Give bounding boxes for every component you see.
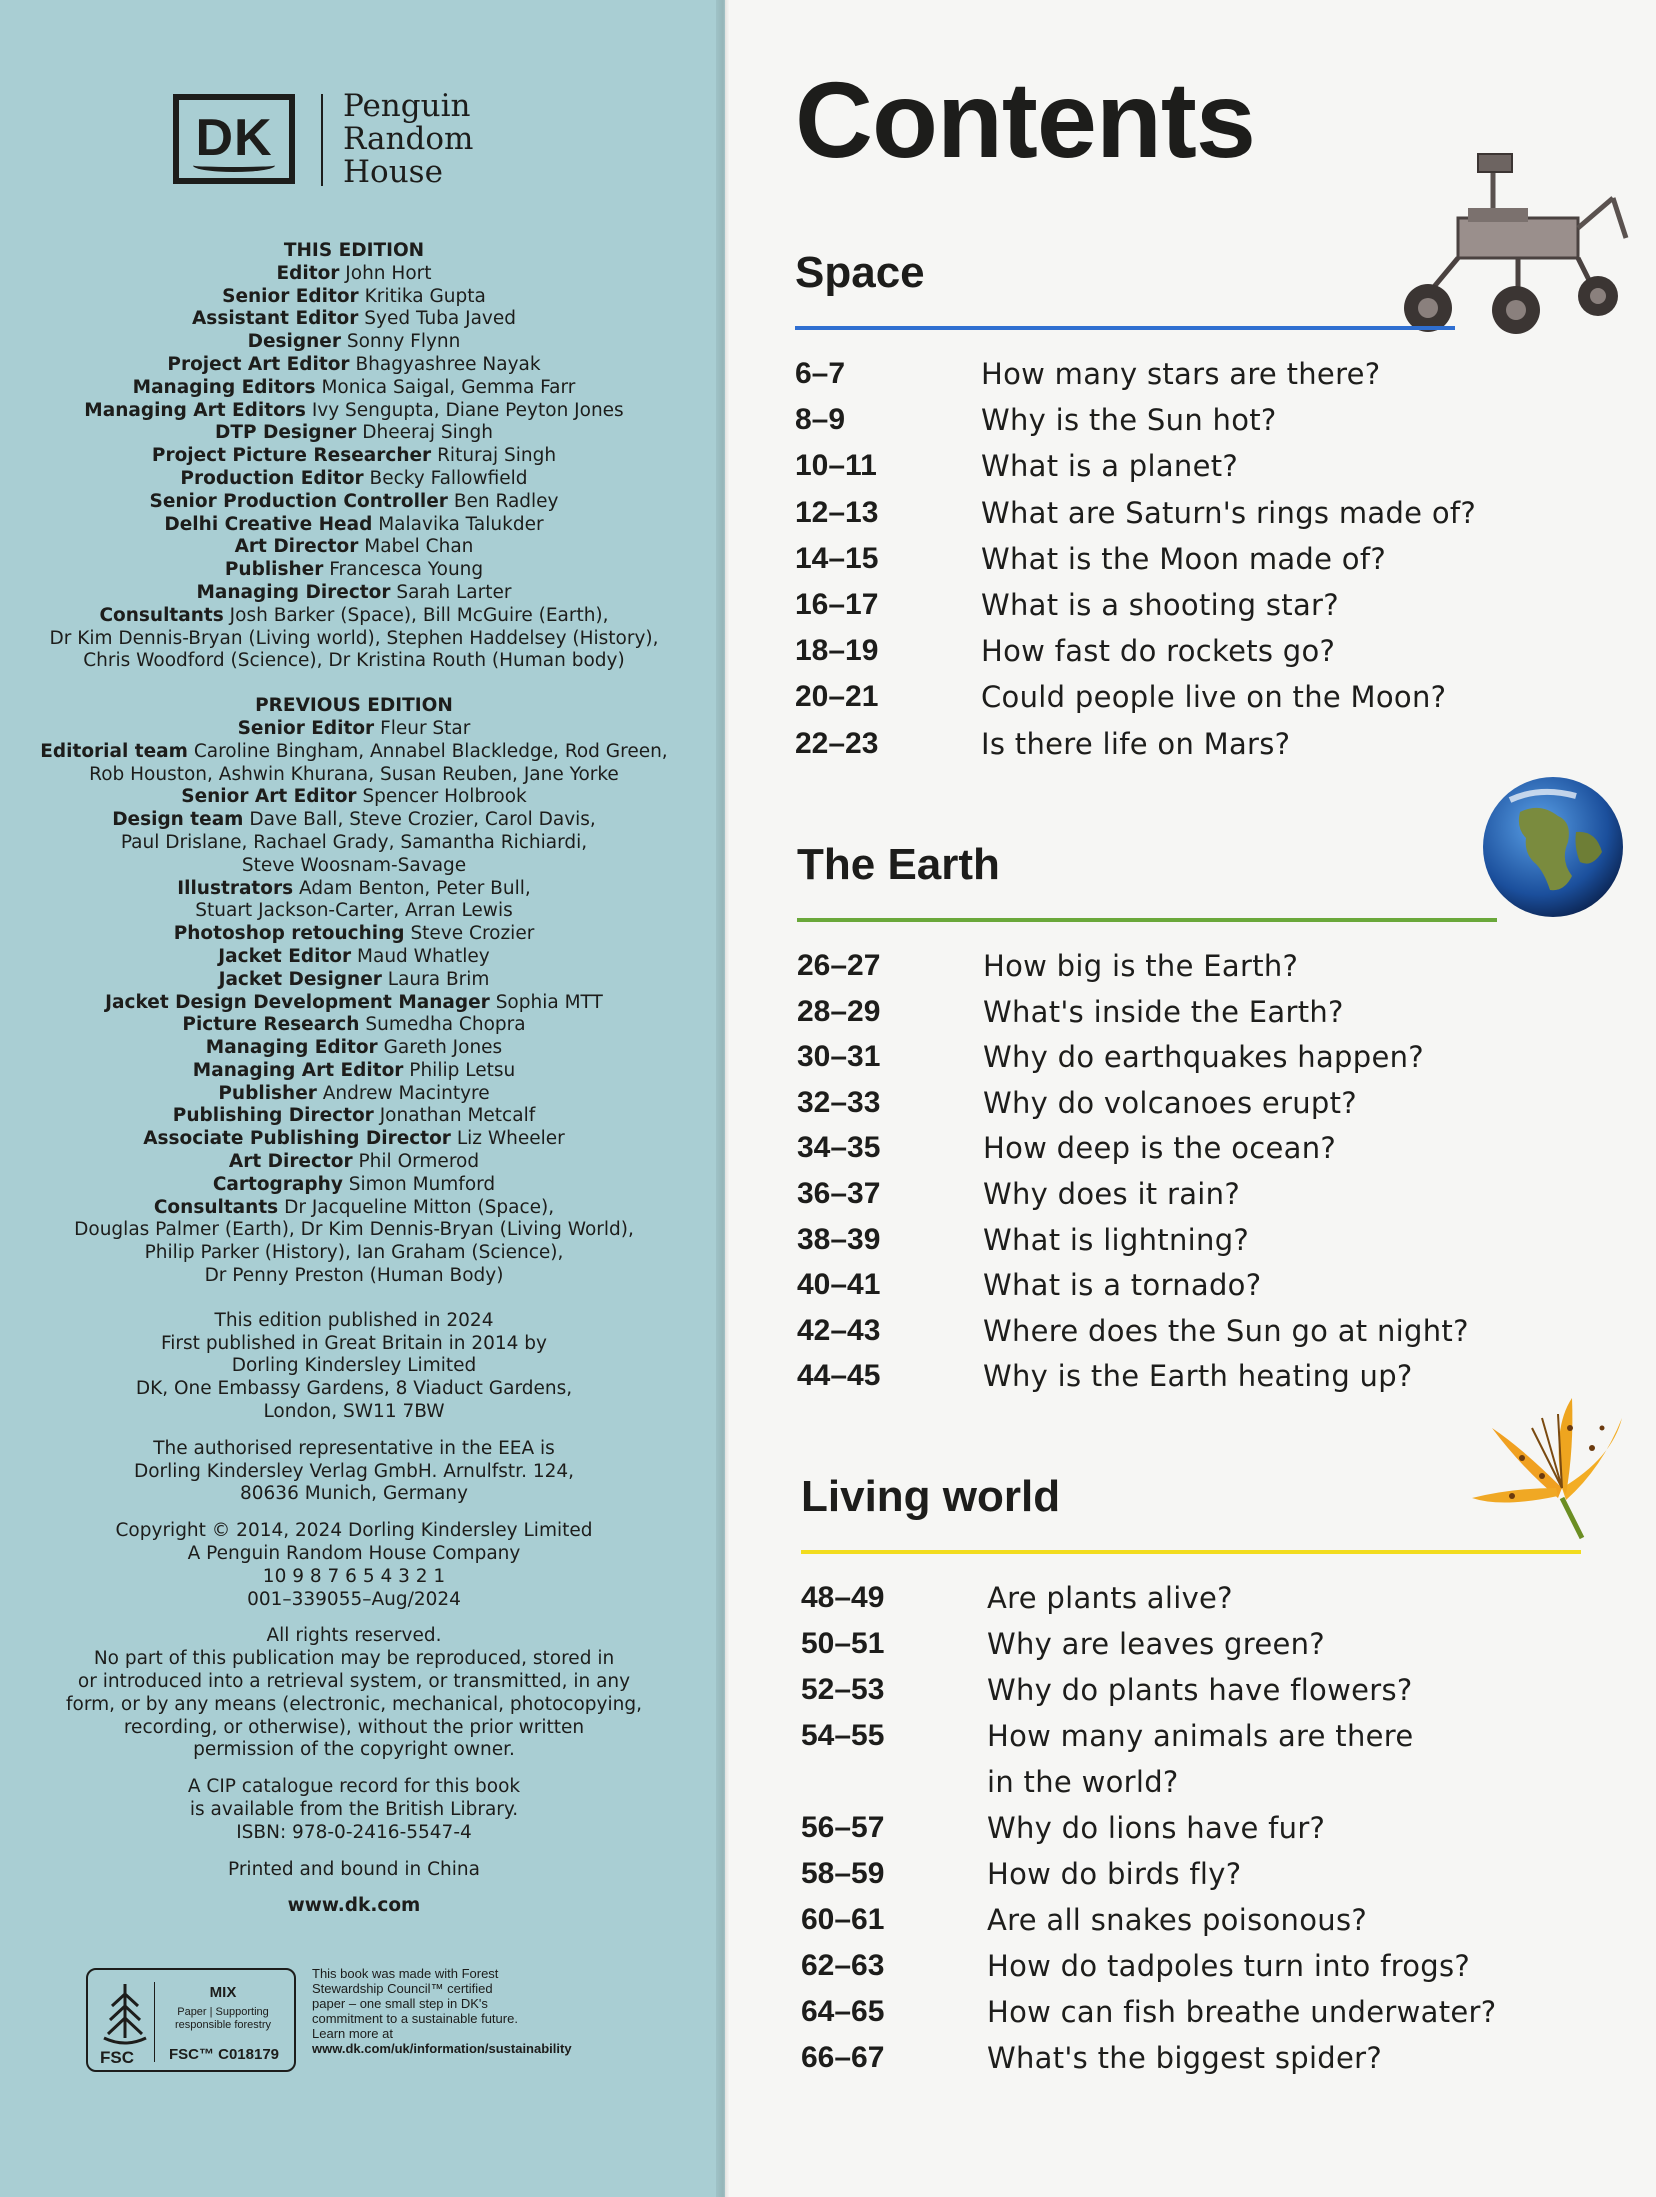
- credit-line: [20, 331, 688, 354]
- entry-question: Why do volcanoes erupt?: [983, 1085, 1357, 1120]
- dk-logo-letters: DK: [195, 109, 273, 167]
- entry-question: How many stars are there?: [981, 357, 1381, 391]
- credit-role: Cartography: [212, 1173, 343, 1195]
- credit-names: Philip Parker (History), Ian Graham (Science),: [144, 1242, 564, 1264]
- printed-in: Printed and bound in China: [228, 1858, 480, 1880]
- entry-question: What is a tornado?: [983, 1268, 1262, 1303]
- imprint-credits: [20, 240, 688, 1918]
- credit-role: Senior Art Editor: [181, 786, 357, 808]
- dk-logo: [173, 94, 295, 184]
- credit-names: John Hort: [345, 262, 432, 284]
- credit-names: Monica Saigal, Gemma Farr: [321, 376, 576, 398]
- entry-pages: 30–31: [797, 1040, 881, 1074]
- this-edition-heading: THIS EDITION: [283, 240, 425, 261]
- entry-question: Why are leaves green?: [987, 1627, 1326, 1661]
- copyright-line: Copyright © 2014, 2024 Dorling Kindersley Limited: [115, 1520, 593, 1542]
- credit-names: Dheeraj Singh: [362, 422, 493, 444]
- entry-question: What is lightning?: [983, 1222, 1250, 1257]
- contents-entry[interactable]: [795, 726, 1595, 762]
- rights-line: No part of this publication may be reproduced, stored in: [93, 1648, 615, 1670]
- credit-role: Publisher: [218, 1082, 317, 1104]
- cip-line: ISBN: 978-0-2416-5547-4: [236, 1821, 472, 1843]
- contents-entry[interactable]: [795, 633, 1595, 669]
- entry-pages: 26–27: [797, 949, 881, 982]
- credit-role: Editorial team: [40, 740, 188, 762]
- fsc-note: [312, 1966, 672, 2056]
- credit-names: Dave Ball, Steve Crozier, Carol Davis,: [249, 809, 596, 831]
- contents-entry[interactable]: [797, 994, 1597, 1030]
- credit-names: Dr Jacqueline Mitton (Space),: [284, 1196, 555, 1218]
- credit-role: Consultants: [153, 1196, 279, 1218]
- entry-pages: 40–41: [797, 1268, 881, 1302]
- entry-question: Is there life on Mars?: [981, 726, 1291, 761]
- credit-line: [20, 741, 688, 764]
- credit-names: Rob Houston, Ashwin Khurana, Susan Reuben, Jane Yorke: [89, 763, 619, 785]
- entry-question: How fast do rockets go?: [981, 634, 1336, 669]
- credit-names: Francesca Young: [329, 559, 484, 581]
- credit-role: DTP Designer: [215, 422, 357, 444]
- entry-pages: 10–11: [795, 449, 877, 483]
- credit-line: [20, 514, 688, 537]
- credit-names: Becky Fallowfield: [369, 467, 528, 489]
- copyright-line: A Penguin Random House Company: [187, 1543, 521, 1565]
- contents-entry[interactable]: [801, 2040, 1601, 2076]
- copyright-line: 10 9 8 7 6 5 4 3 2 1: [262, 1565, 446, 1587]
- credit-line: [20, 718, 688, 741]
- credit-role: Editor: [276, 262, 340, 284]
- entry-pages: 62–63: [801, 1949, 885, 1982]
- entry-question-continued: in the world?: [987, 1765, 1179, 1799]
- entry-question: What is the Moon made of?: [981, 541, 1387, 576]
- credit-role: Production Editor: [180, 467, 364, 489]
- credit-names: Laura Brim: [387, 968, 490, 990]
- credit-line: [20, 832, 688, 855]
- entry-pages: 28–29: [797, 994, 881, 1028]
- credit-names: Maud Whatley: [357, 945, 490, 967]
- credit-names: Malavika Talukder: [378, 513, 544, 535]
- entry-pages: 8–9: [795, 403, 846, 437]
- credit-role: Designer: [247, 331, 341, 353]
- credit-line: [20, 422, 688, 445]
- credit-names: Dr Penny Preston (Human Body): [204, 1265, 504, 1287]
- entry-question: What is a planet?: [981, 449, 1239, 484]
- credit-names: Adam Benton, Peter Bull,: [299, 877, 531, 899]
- wordmark-line: House: [343, 154, 443, 190]
- contents-entry[interactable]: [797, 1130, 1597, 1166]
- publication-line: Dorling Kindersley Limited: [231, 1355, 477, 1377]
- rights-line: All rights reserved.: [266, 1625, 442, 1647]
- credit-names: Paul Drislane, Rachael Grady, Samantha Richiardi,: [120, 831, 588, 853]
- credit-names: Phil Ormerod: [358, 1151, 480, 1173]
- contents-entry[interactable]: [795, 587, 1595, 623]
- credit-names: Sarah Larter: [396, 581, 512, 603]
- credit-role: Illustrators: [177, 877, 294, 899]
- credit-line: [20, 764, 688, 787]
- credit-role: Picture Research: [182, 1014, 360, 1036]
- penguin-random-house-wordmark: [343, 90, 473, 189]
- entry-pages: 42–43: [797, 1313, 881, 1347]
- publication-line: DK, One Embassy Gardens, 8 Viaduct Gardens,: [135, 1378, 573, 1400]
- credit-names: Liz Wheeler: [456, 1128, 565, 1150]
- fsc-code: FSC™ C018179: [168, 2046, 280, 2063]
- credit-names: Kritika Gupta: [364, 285, 486, 307]
- credit-names: Fleur Star: [380, 717, 471, 739]
- fsc-note-line: paper – one small step in DK's: [312, 1996, 488, 2011]
- credit-role: Associate Publishing Director: [143, 1128, 451, 1150]
- credit-names: Gareth Jones: [383, 1037, 503, 1059]
- credit-names: Josh Barker (Space), Bill McGuire (Earth),: [229, 604, 609, 626]
- page-fold: [716, 0, 730, 2197]
- credit-role: Senior Production Controller: [149, 490, 448, 512]
- entry-pages: 44–45: [797, 1359, 881, 1393]
- credit-line: [20, 582, 688, 605]
- this-edition-credits: [20, 263, 688, 673]
- section-heading: Space: [795, 248, 925, 297]
- publication-line: This edition published in 2024: [214, 1309, 494, 1331]
- contents-entry[interactable]: [795, 448, 1595, 484]
- credit-line: [20, 377, 688, 400]
- contents-entry[interactable]: [801, 1718, 1601, 1800]
- contents-entry[interactable]: [797, 1313, 1597, 1349]
- section-rule: [797, 918, 1497, 922]
- cip-record: [20, 1776, 688, 1844]
- fsc-note-line[interactable]: www.dk.com/uk/information/sustainability: [312, 2041, 572, 2056]
- contents-entry[interactable]: [797, 1267, 1597, 1303]
- rights-line: permission of the copyright owner.: [193, 1739, 515, 1761]
- credit-line: [20, 923, 688, 946]
- entry-question: How do tadpoles turn into frogs?: [987, 1949, 1471, 1983]
- entry-question: Are plants alive?: [987, 1581, 1233, 1615]
- entry-question: How big is the Earth?: [983, 949, 1299, 983]
- contents-section: [797, 840, 1597, 1394]
- contents-entry[interactable]: [801, 1902, 1601, 1938]
- credit-names: Philip Letsu: [409, 1059, 516, 1081]
- entry-pages: 12–13: [795, 495, 879, 529]
- entry-question: Why do earthquakes happen?: [983, 1040, 1424, 1075]
- credit-line: [20, 1219, 688, 1242]
- credit-line: [20, 946, 688, 969]
- credit-role: Publisher: [224, 559, 324, 581]
- credit-line: [20, 400, 688, 423]
- publication-line: First published in Great Britain in 2014 by: [161, 1332, 547, 1354]
- credit-names: Sumedha Chopra: [365, 1014, 526, 1036]
- credit-role: Jacket Designer: [218, 968, 382, 990]
- credit-line: [20, 491, 688, 514]
- mars-rover-icon: [1398, 148, 1638, 338]
- credit-line: [20, 809, 688, 832]
- entry-question: Are all snakes poisonous?: [987, 1903, 1368, 1937]
- credit-role: Jacket Editor: [218, 945, 352, 967]
- contents-entry[interactable]: [801, 1994, 1601, 2030]
- credit-role: Project Picture Researcher: [151, 445, 432, 467]
- section-rule: [795, 326, 1455, 330]
- credit-names: Ivy Sengupta, Diane Peyton Jones: [311, 399, 624, 421]
- entry-pages: 60–61: [801, 1903, 885, 1936]
- section-heading: Living world: [801, 1472, 1061, 1521]
- credit-names: Caroline Bingham, Annabel Blackledge, Rod Green,: [193, 740, 668, 762]
- credit-line: [20, 1105, 688, 1128]
- entry-pages: 32–33: [797, 1085, 881, 1119]
- credit-role: Jacket Design Development Manager: [105, 991, 490, 1013]
- contents-entry[interactable]: [801, 1626, 1601, 1662]
- credit-role: Managing Director: [196, 581, 391, 603]
- credit-names: Rituraj Singh: [437, 445, 557, 467]
- credit-role: Consultants: [99, 604, 224, 626]
- credit-line: [20, 786, 688, 809]
- cip-line: A CIP catalogue record for this book: [187, 1776, 521, 1798]
- credit-line: [20, 1060, 688, 1083]
- credit-line: [20, 1083, 688, 1106]
- credit-role: Managing Art Editor: [192, 1059, 404, 1081]
- page-title: Contents: [795, 59, 1255, 180]
- credit-line: [20, 354, 688, 377]
- contents-entry[interactable]: [795, 679, 1595, 715]
- contents-entry[interactable]: [801, 1948, 1601, 1984]
- entry-pages: 56–57: [801, 1811, 885, 1844]
- contents-entry[interactable]: [801, 1810, 1601, 1846]
- fsc-label: FSC: [100, 2048, 134, 2067]
- entry-question: How can fish breathe underwater?: [987, 1995, 1497, 2029]
- entry-pages: 18–19: [795, 634, 879, 668]
- contents-entry[interactable]: [795, 402, 1595, 438]
- credit-role: Senior Editor: [222, 285, 359, 307]
- entry-pages: 34–35: [797, 1131, 881, 1165]
- copyright-info: [20, 1520, 688, 1611]
- fsc-note-line: Learn more at: [312, 2026, 393, 2041]
- entry-pages: 16–17: [795, 588, 879, 621]
- previous-edition-heading: PREVIOUS EDITION: [255, 695, 453, 717]
- contents-entry[interactable]: [797, 1222, 1597, 1258]
- credit-role: Assistant Editor: [191, 308, 359, 330]
- credit-line: [20, 878, 688, 901]
- entry-pages: 64–65: [801, 1995, 885, 2028]
- section-rule: [801, 1550, 1581, 1554]
- logo-divider: [321, 94, 323, 186]
- contents-entry[interactable]: [795, 495, 1595, 531]
- entry-question: Why does it rain?: [983, 1177, 1241, 1211]
- credit-line: [20, 1197, 688, 1220]
- entry-question: How many animals are there: [987, 1719, 1414, 1753]
- cip-line: is available from the British Library.: [189, 1799, 519, 1820]
- entry-pages: 38–39: [797, 1222, 881, 1256]
- contents-entry[interactable]: [797, 1039, 1597, 1075]
- credit-role: Senior Editor: [237, 717, 375, 739]
- publication-line: London, SW11 7BW: [263, 1401, 445, 1423]
- entry-question: Why is the Sun hot?: [981, 403, 1277, 438]
- contents-entry[interactable]: [801, 1672, 1601, 1708]
- previous-edition-credits: [20, 718, 688, 1288]
- rights-line: recording, or otherwise), without the prior written: [123, 1716, 585, 1738]
- contents-entry[interactable]: [797, 1358, 1597, 1394]
- fsc-mix: MIX: [209, 1984, 237, 2001]
- contents-section: [801, 1472, 1601, 2075]
- entry-pages: 48–49: [801, 1581, 885, 1614]
- entry-question: What's inside the Earth?: [983, 994, 1344, 1029]
- credit-line: [20, 445, 688, 468]
- credit-names: Steve Crozier: [410, 923, 535, 945]
- entry-question: Where does the Sun go at night?: [983, 1313, 1469, 1348]
- entry-question: Why do plants have flowers?: [987, 1673, 1413, 1707]
- contents-section: [795, 248, 1595, 761]
- credit-names: Stuart Jackson-Carter, Arran Lewis: [195, 900, 513, 922]
- book-icon: [193, 159, 275, 172]
- entry-question: Why do lions have fur?: [987, 1811, 1326, 1845]
- credit-role: Delhi Creative Head: [164, 513, 373, 535]
- credit-line: [20, 1265, 688, 1288]
- entry-question: What is a shooting star?: [981, 588, 1339, 622]
- fsc-mix-sub-line: responsible forestry: [175, 2019, 271, 2031]
- entry-question: Could people live on the Moon?: [981, 680, 1447, 715]
- credit-line: [20, 628, 688, 651]
- credit-line: [20, 1151, 688, 1174]
- contents-entry[interactable]: [795, 356, 1595, 392]
- credit-names: Simon Mumford: [348, 1173, 496, 1195]
- credit-line: [20, 536, 688, 559]
- credit-line: [20, 605, 688, 628]
- credit-line: [20, 468, 688, 491]
- credit-names: Syed Tuba Javed: [364, 308, 516, 330]
- contents-entry[interactable]: [795, 541, 1595, 577]
- entry-pages: 50–51: [801, 1627, 885, 1660]
- rights-line: or introduced into a retrieval system, or transmitted, in any: [77, 1671, 631, 1693]
- credit-line: [20, 1128, 688, 1151]
- credit-line: [20, 1242, 688, 1265]
- entry-pages: 58–59: [801, 1857, 885, 1890]
- credit-line: [20, 969, 688, 992]
- entry-pages: 20–21: [795, 680, 879, 714]
- rights-notice: [20, 1625, 688, 1762]
- contents-entry[interactable]: [797, 1085, 1597, 1121]
- credit-line: [20, 308, 688, 331]
- contents-entry[interactable]: [797, 948, 1597, 984]
- entry-question: What's the biggest spider?: [987, 2041, 1383, 2075]
- publication-info: [20, 1310, 688, 1424]
- contents-entry[interactable]: [801, 1856, 1601, 1892]
- credit-line: [20, 650, 688, 673]
- credit-names: Sophia MTT: [495, 991, 603, 1013]
- fsc-mix-subtitle: [158, 2006, 288, 2032]
- entry-question: Why is the Earth heating up?: [983, 1359, 1413, 1394]
- credit-line: [20, 1037, 688, 1060]
- contents-entry[interactable]: [801, 1580, 1601, 1616]
- credit-names: Sonny Flynn: [346, 331, 461, 353]
- entry-pages: 54–55: [801, 1719, 885, 1752]
- credit-role: Design team: [112, 809, 244, 831]
- section-heading: The Earth: [797, 840, 1000, 889]
- credit-names: Spencer Holbrook: [362, 786, 527, 808]
- credit-role: Publishing Director: [172, 1105, 374, 1127]
- entry-pages: 52–53: [801, 1673, 885, 1706]
- eea-representative: [20, 1438, 688, 1506]
- credit-role: Project Art Editor: [167, 353, 350, 375]
- wordmark-line: Penguin: [343, 88, 471, 124]
- copyright-line: 001–339055–Aug/2024: [247, 1588, 461, 1610]
- entry-pages: 22–23: [795, 726, 879, 760]
- credit-names: Mabel Chan: [364, 536, 474, 558]
- credit-line: [20, 855, 688, 878]
- credit-line: [20, 900, 688, 923]
- credit-names: Douglas Palmer (Earth), Dr Kim Dennis-Bryan (Living World),: [74, 1219, 634, 1241]
- fsc-tree-icon: [98, 1980, 152, 2050]
- credit-role: Managing Editors: [132, 376, 316, 398]
- entry-pages: 66–67: [801, 2041, 885, 2074]
- credit-line: [20, 559, 688, 582]
- wordmark-line: Random: [343, 121, 474, 157]
- fsc-note-line: This book was made with Forest: [312, 1966, 499, 1981]
- fsc-note-line: Stewardship Council™ certified: [312, 1981, 493, 1996]
- credit-role: Managing Editor: [205, 1037, 378, 1059]
- credit-line: [20, 992, 688, 1015]
- eea-line: 80636 Munich, Germany: [240, 1483, 468, 1505]
- entry-question: What are Saturn's rings made of?: [981, 495, 1477, 530]
- credit-names: Steve Woosnam-Savage: [241, 854, 467, 876]
- credit-line: [20, 1014, 688, 1037]
- fsc-badge: [86, 1968, 296, 2072]
- entry-pages: 6–7: [795, 357, 846, 390]
- credit-role: Art Director: [228, 1151, 353, 1173]
- credit-role: Photoshop retouching: [173, 923, 405, 945]
- credit-names: Andrew Macintyre: [322, 1082, 490, 1104]
- credit-role: Managing Art Editors: [84, 399, 306, 421]
- credit-names: Jonathan Metcalf: [379, 1105, 536, 1127]
- eea-line: Dorling Kindersley Verlag GmbH. Arnulfstr. 124,: [133, 1460, 575, 1482]
- credit-role: Art Director: [234, 536, 359, 558]
- eea-line: The authorised representative in the EEA is: [153, 1437, 555, 1459]
- credit-line: [20, 286, 688, 309]
- entry-pages: 36–37: [797, 1177, 881, 1210]
- credit-names: Chris Woodford (Science), Dr Kristina Routh (Human body): [83, 650, 625, 672]
- credit-names: Dr Kim Dennis-Bryan (Living world), Stephen Haddelsey (History),: [49, 627, 659, 649]
- rights-line: form, or by any means (electronic, mechanical, photocopying,: [66, 1693, 642, 1715]
- fsc-note-line: commitment to a sustainable future.: [312, 2011, 518, 2026]
- contents-entry[interactable]: [797, 1176, 1597, 1212]
- credit-names: Ben Radley: [453, 490, 559, 512]
- entry-question: How deep is the ocean?: [983, 1131, 1337, 1166]
- fsc-mix-sub-line: Paper | Supporting: [177, 2006, 269, 2018]
- website-link[interactable]: www.dk.com: [287, 1895, 421, 1917]
- entry-question: How do birds fly?: [987, 1857, 1242, 1891]
- credit-line: [20, 1174, 688, 1197]
- credit-line: [20, 263, 688, 286]
- entry-pages: 14–15: [795, 541, 879, 575]
- credit-names: Bhagyashree Nayak: [355, 353, 541, 375]
